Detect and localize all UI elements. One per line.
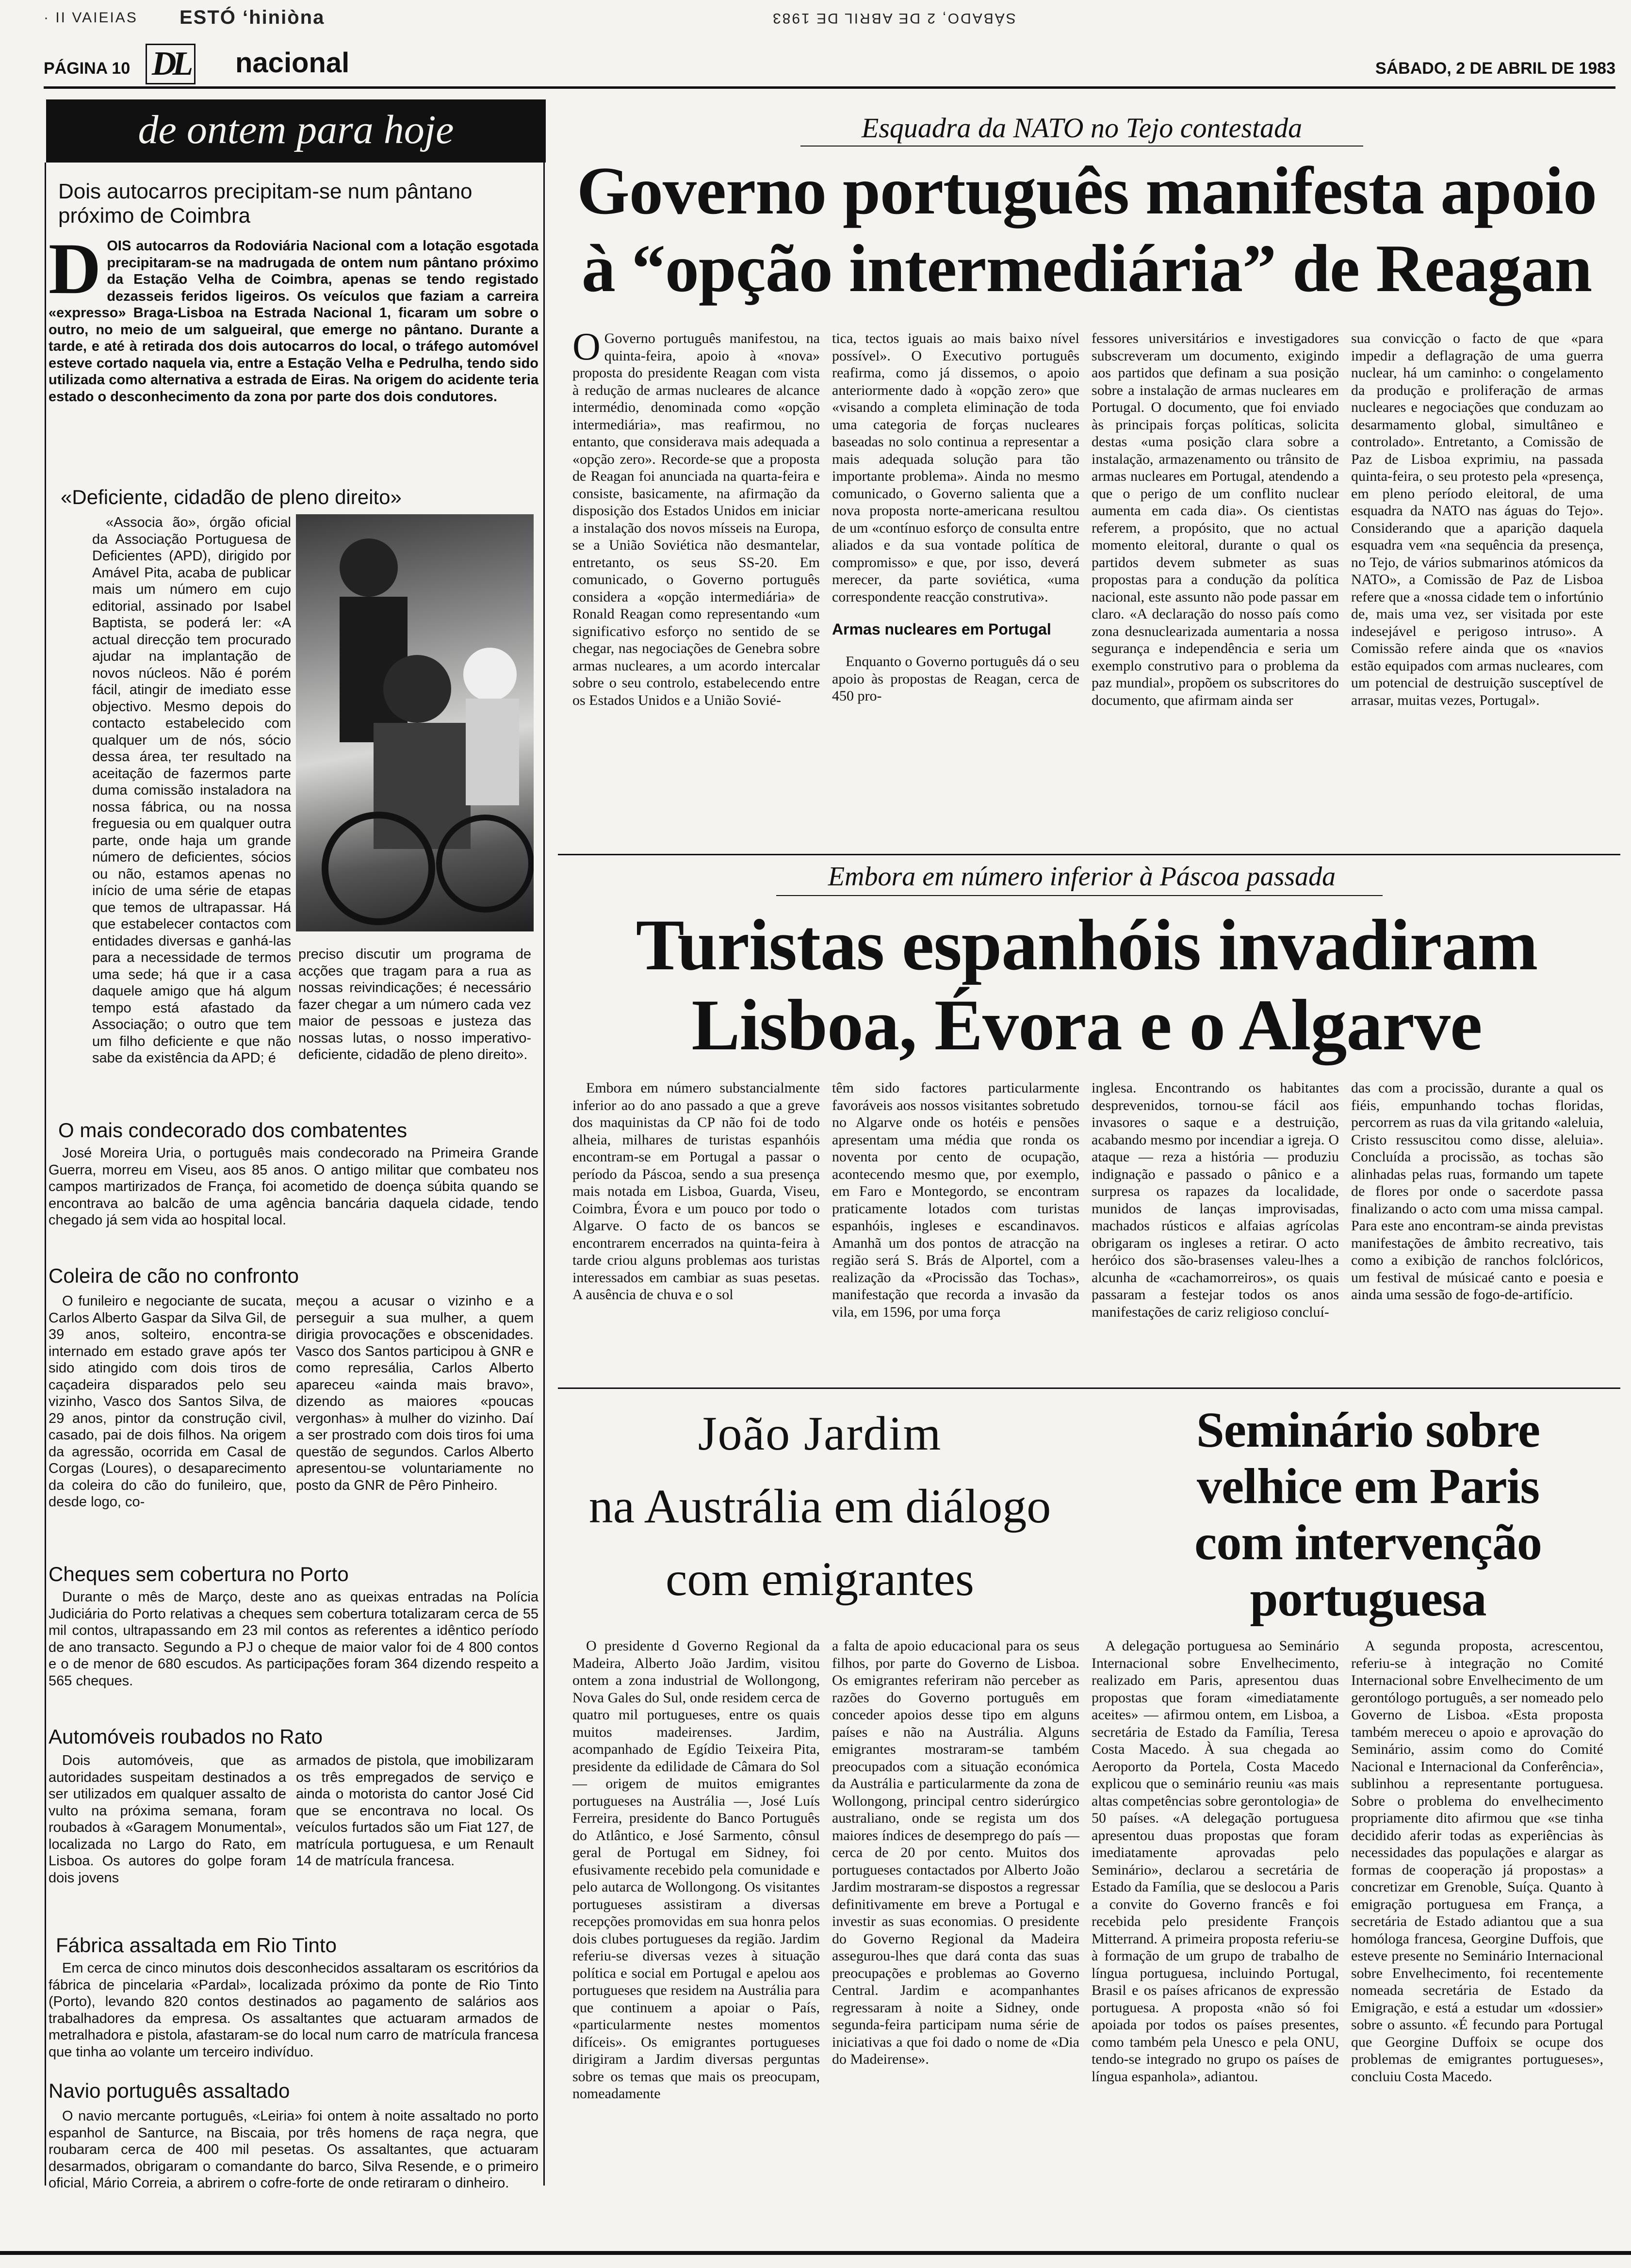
nato-col3-text: fessores universitários e investigadores subscreveram um documento, exigindo aos partidos que definam a sua posição sobre a instalação de armas nucleares em Portugal. O documento, que foi enviado às principais forças políticas, solicita destas «uma posição clara sobre a instalação, armazenamento ou trânsito de armas nucleares em Portugal, atendendo a que o perigo de um conflito nuclear aumenta em cada dia». Os cientistas referem, a propósito, que no actual momento eleitoral, durante o qual os partidos devem submeter as suas propostas para a condução da política nacional, este assunto não pode passar em claro. «A declaração do nosso país como zona desnuclearizada aumentaria a nossa segurança e independência e seria um exemplo construtivo para o problema da paz mundial», propõem os subscritores do documento, que afirmam ainda ser [1092, 330, 1339, 708]
jardim-headline-line1: João Jardim [698, 1406, 942, 1460]
page-bottom-rule [0, 2251, 1631, 2255]
tourists-col1-text: Embora em número substancialmente inferior ao do ano passado a que a greve dos maquinistas da CP não foi de todo alheia, milhares de turistas espanhóis encontram-se em Portugal a passar o período da Páscoa, sendo a sua presença mais notada em Lisboa, Guarda, Viseu, Coimbra, Évora e um pouco por todo o Algarve. O facto de os bancos se encontrarem encerrados na quinta-feira à tarde criou alguns problemas aos turistas interessados em cambiar as suas pesetas. A ausência de chuva e o sol [572, 1080, 820, 1303]
sidebar-banner [46, 99, 546, 163]
s2-col2 [298, 946, 531, 1063]
tourists-headline-line2: Lisboa, Évora e o Algarve [691, 985, 1482, 1065]
s2-photo [296, 514, 534, 931]
tourists-col1 [572, 1079, 820, 1304]
nato-kicker-rule [800, 146, 1363, 147]
s6-headline: Automóveis roubados no Rato [49, 1725, 323, 1748]
s1-headline: Dois autocarros precipitam-se num pântano próximo de Coimbra [58, 179, 473, 228]
seminario-col2 [1351, 1637, 1603, 2085]
s3-text: José Moreira Uria, o português mais condecorado na Primeira Grande Guerra, morreu em Viseu, aos 85 anos. O antigo militar que combateu nos campos martirizados de França, foi acometido de doença súbita quando se encontrava ao balcão de uma agência bancária daquela cidade, tendo chegado já sem vida ao hospital local. [49, 1145, 538, 1228]
nato-col1-text: Governo português manifestou, na quinta-feira, apoio à «nova» proposta do presidente Reagan com vista à redução de armas nucleares de alcance intermédio, denominada como «opção intermediária», mas reafirmou, no entanto, que considerava mais adequada a «opção zero». Recorde-se que a proposta de Reagan foi anunciada na quarta-feira e consiste, basicamente, na afirmação da disposição dos Estados Unidos em iniciar a instalação dos novos mísseis na Europa, se a União Soviética não desmantelar, entretanto, os seus SS-20. Em comunicado, o Governo português considera a «opção intermediária» de Ronald Reagan como representando «um significativo esforço no sentido de se chegar, nas negociações de Genebra sobre armas nucleares, a um acordo intercalar sobre o seu controlo, estabelecendo entre os Estados Unidos e a União Sovié- [572, 330, 820, 708]
s1-text: OIS autocarros da Rodoviária Nacional com a lotação esgotada precipitaram-se na madrugada de ontem num pântano próximo da Estação Velha de Coimbra, apenas se tendo registado dezasseis feridos ligeiros. Os veículos que faziam a carreira «expresso» Braga-Lisboa na Estrada Nacional 1, ficaram um sobre o outro, no meio de um salgueiral, que emerge no pântano. Durante a tarde, e até à retirada dos dois autocarros do local, o tráfego automóvel esteve cortado naquela via, entre a Estação Velha e Pedrulha, tendo sido utilizada como alternativa a estrada de Eiras. Na origem do acidente teria estado o desconhecimento da zona por parte dos dois condutores. [49, 238, 538, 405]
wheelchair-photo-icon [296, 514, 534, 931]
s3-headline: O mais condecorado dos combatentes [58, 1119, 408, 1142]
nato-bottom-rule [558, 854, 1620, 855]
tourists-bottom-rule [558, 1387, 1620, 1389]
tourists-kicker: Embora em número inferior à Páscoa passada [828, 862, 1336, 892]
top-strip-right: SÁBADO, 2 DE ABRIL DE 1983 [771, 10, 1016, 26]
seminario-headline: Seminário sobre velhice em Paris com intervenção portuguesa [1194, 1402, 1542, 1627]
s7-body [49, 1960, 538, 2060]
top-strip [15, 7, 1615, 31]
seminario-col1-text: A delegação portuguesa ao Seminário Internacional sobre Envelhecimento, realizado em Paris, apresentou duas propostas que foram «imediatamente aceites» — afirmou ontem, em Lisboa, a secretária de Estado da Família, Teresa Costa Macedo. À sua chegada ao Aeroporto da Portela, Costa Macedo explicou que o seminário reuniu «as mais altas competências sobre gerontologia» de 50 países. «A delegação portuguesa apresentou duas propostas que foram imediatamente aprovadas pelo Seminário», declarou a secretária de Estado da Família, que se deslocou a Paris a convite do Governo francês e foi recebida pelo presidente François Mitterrand. A primeira proposta referiu-se à formação de um grupo de trabalho de língua portuguesa, incluindo Portugal, Brasil e os países africanos de expressão portuguesa. A proposta «não só foi apoiada por todos os países presentes, como também pela Unesco e pela ONU, tendo-se integrado no grupo os países de língua espanhola», adiantou. [1092, 1638, 1339, 2085]
section-name: nacional [235, 47, 350, 79]
nato-col2-tail: Enquanto o Governo português dá o seu apoio às propostas de Reagan, cerca de 450 pro- [832, 653, 1079, 704]
s2-headline: «Deficiente, cidadão de pleno direito» [61, 486, 402, 508]
seminario-col1 [1092, 1637, 1339, 2085]
jardim-col1-text: O presidente d Governo Regional da Madeira, Alberto João Jardim, visitou ontem a zona industrial de Wollongong, Nova Gales do Sul, onde residem cerca de quatro mil portugueses, entre os quais muitos madeirenses. Jardim, acompanhado de Egídio Teixeira Pita, presidente da edilidade de Câmara do Sol — origem de muitos emigrantes portugueses na Austrália —, José Luís Ferreira, presidente do Banco Português do Atlântico, e José Sarmento, cônsul geral de Portugal em Sidney, foi efusivamente recebido pela comunidade e pelo autarca de Wollongong. Os visitantes portugueses assistiram a diversas recepções promovidas em sua honra pelos dois clubes portugueses da região. Jardim referiu-se diversas vezes à situação política e social em Portugal e apelou aos portugueses que residem na Austrália para que continuem a apoiar o País, «particularmente nestes momentos difíceis». Os emigrantes portugueses dirigiram a Jardim diversas perguntas sobre os temas que mais os preocupam, nomeadamente [572, 1638, 820, 2102]
tourists-col4-text: das com a procissão, durante a qual os fiéis, empunhando tochas floridas, percorrem as ruas da vila gritando «aleluia, Cristo ressuscitou como disse, aleluia». Concluída a procissão, as tochas são alinhadas pelas ruas, formando um tapete de flores por onde o sacerdote passa finalizando o acto com uma missa campal. Para este ano encontram-se ainda previstas manifestações de âmbito recreativo, tais como a exibição de ranchos folclóricos, um festival de músicaé canto e poesia e ainda uma sessão de fogo-de-artifício. [1351, 1080, 1603, 1303]
s8-body [49, 2108, 538, 2192]
s2-col1-text: «Associa ão», órgão oficial da Associação Portuguesa de Deficientes (APD), dirigido por Amável Pita, acaba de publicar mais um número em cujo editorial, assinado por Isabel Baptista, se poderá ler: «A actual direcção tem procurado ajudar na implantação de novos núcleos. Não é porém fácil, atingir de imediato esse objectivo. Mesmo depois do contacto estabelecido com qualquer um de nós, sócio dessa área, ter resultado na aceitação de fazermos parte duma comissão instaladora na nossa fábrica, ou na nossa freguesia ou em qualquer outra parte, onde haja um grande número de deficientes, sócios ou não, estamos apenas no início de uma série de etapas que temos de ultrapassar. Há que estabelecer contactos com entidades diversas e ganhá-las para a necessidade de termos uma sede; há que ir a casa daquele amigo que há algum tempo está afastado da Associação; o outro que tem um filho deficiente e que não sabe da existência da APD; é [92, 515, 291, 1066]
s5-headline: Cheques sem cobertura no Porto [49, 1563, 349, 1585]
tourists-col4 [1351, 1079, 1603, 1304]
nato-col4-text: sua convicção o facto de que «para impedir a deflagração de uma guerra nuclear, há um caminho: o congelamento da produção e proliferação de armas nucleares e negociações que conduzam ao desarmamento global, simultâneo e controlado». Entretanto, a Comissão de Paz de Lisboa exprimiu, na passada quinta-feira, o seu protesto pela «presença, em pleno período eleitoral, de uma esquadra da NATO nas águas do Tejo». Considerando que a aparição daquela esquadra vem «na sequência da presença, no Tejo, de vários submarinos atómicos da NATO», a Comissão de Paz de Lisboa refere que a «nossa cidade tem o infortúnio de, mais uma vez, ser visitada por este indesejável e perigoso intruso». A Comissão refere ainda que os «navios estão equipados com armas nucleares, com um potencial de destruição susceptível de arrasar, muitas vezes, Portugal». [1351, 330, 1603, 708]
s7-headline: Fábrica assaltada em Rio Tinto [56, 1934, 337, 1957]
page-number: PÁGINA 10 [44, 59, 130, 78]
masthead [44, 44, 1615, 87]
sidebar-right-rule [543, 163, 545, 2186]
nato-dropcap: O [572, 326, 601, 368]
nato-col2-text: tica, tectos iguais ao mais baixo nível possível». O Executivo português reafirma, como já dissemos, o apoio anteriormente dado à «opção zero» que «visando a completa eliminação de toda uma categoria de forças nucleares baseadas no solo continua a representar a mais adequada solução para tão importante problema». Ainda no mesmo comunicado, o Governo salienta que a nova proposta norte-americana resultou de um «contínuo esforço de consulta entre aliados e da sua vontade política de compromisso» e que, por isso, deverá merecer, da parte soviética, «uma correspondente reacção construtiva». [832, 330, 1079, 605]
s6-col2-text: armados de pistola, que imobilizaram os três empregados de serviço e ainda o motorista do cantor José Cid que se encontrava no local. Os veículos furtados são um Fiat 127, de matrícula portuguesa, e um Renault 14 de matrícula francesa. [296, 1753, 534, 1869]
s4-col2-text: meçou a acusar o vizinho e a perseguir a sua mulher, a quem dirigia provocações e obscenidades. Vasco dos Santos participou à GNR e como represália, Carlos Alberto apareceu «ainda mais bravo», dizendo as maiores «poucas vergonhas» à mulher do vizinho. Daí a ser prostrado com dois tiros foi uma questão de segundos. Carlos Alberto apresentou-se voluntariamente no posto da GNR de Pêro Pinheiro. [296, 1293, 534, 1493]
s4-col1 [49, 1293, 286, 1511]
s3-body [49, 1145, 538, 1229]
s2-col1 [92, 514, 291, 1067]
nato-headline-line2: à “opção intermediária” de Reagan [581, 231, 1592, 306]
s4-col1-text: O funileiro e negociante de sucata, Carlos Alberto Gaspar da Silva Gil, de 39 anos, solteiro, encontra-se internado em estado grave após ter sido atingido com dois tiros de caçadeira disparados pelo seu vizinho, Vasco dos Santos Silva, de 29 anos, pintor da construção civil, casado, pai de dois filhos. Na origem da agressão, ocorrida em Casal de Corgas (Loures), o desaparecimento da coleira do cão do funileiro, que, desde logo, co- [49, 1293, 286, 1510]
nato-kicker: Esquadra da NATO no Tejo contestada [861, 112, 1303, 144]
s2-col2-text: preciso discutir um programa de acções que tragam para a rua as nossas reivindicações; é necessário fazer chegar a um número cada vez maior de pessoas e justeza das nossas lutas, o nosso imperativo-deficiente, cidadão de pleno direito». [298, 946, 531, 1062]
sidebar-banner-title: de ontem para hoje [138, 107, 454, 152]
masthead-rule [44, 86, 1615, 89]
jardim-headline-line2: na Austrália em diálogo [588, 1479, 1051, 1533]
jardim-headline-line3: com emigrantes [666, 1552, 974, 1606]
s4-headline: Coleira de cão no confronto [49, 1264, 299, 1287]
tourists-headline-line1: Turistas espanhóis invadiram [636, 905, 1538, 985]
tourists-col3 [1092, 1079, 1339, 1321]
s1-dropcap: D [49, 228, 101, 309]
s5-text: Durante o mês de Março, deste ano as queixas entradas na Polícia Judiciária do Porto relativas a cheques sem cobertura totalizaram cerca de 55 mil contos, ultrapassando em 23 mil contos as referentes a idêntico período de ano transacto. Segundo a PJ o cheque de maior valor foi de 4 800 contos e o de menor de 680 escudos. As participações foram 364 dizendo respeito a 565 cheques. [49, 1589, 538, 1689]
s8-text: O navio mercante português, «Leiria» foi ontem à noite assaltado no porto espanhol de Santurce, na Biscaia, por três homens de raça negra, que roubaram cerca de 400 mil pesetas. Os assaltantes, que actuaram desarmados, obrigaram o comandante do barco, Silva Resende, e o primeiro oficial, Mário Correia, a abrirem o cofre-forte de onde retiraram o dinheiro. [49, 2108, 538, 2191]
s8-headline: Navio português assaltado [49, 2079, 290, 2102]
tourists-col2-text: têm sido factores particularmente favoráveis aos nossos visitantes sobretudo no Algarve onde os hotéis e pensões apresentam uma média que ronda os noventa por cento de ocupação, acontecendo mesmo que, por exemplo, em Faro e Montegordo, se encontram praticamente lotados com turistas espanhóis, ingleses e escandinavos. Amanhã um dos pontos de atracção na região será S. Brás de Alportel, com a realização da «Procissão das Tochas», manifestação que recorda a invasão da vila, em 1596, por uma força [832, 1080, 1079, 1320]
tourists-col3-text: inglesa. Encontrando os habitantes desprevenidos, tornou-se fácil aos invasores o saque e a destruição, acabando mesmo por incendiar a igreja. O ataque — reza a história — produziu indignação e passado o pânico e a surpresa os rapazes da localidade, munidos de lanças improvisadas, machados rústicos e alfaias agrícolas obrigaram os ingleses a retirar. O acto heróico dos são-brasenses valeu-lhes a alcunha de «cachamorreiros», os quais passaram a festejar todos os anos manifestações de cariz religioso concluí- [1092, 1080, 1339, 1320]
nato-col2-subhead: Armas nucleares em Portugal [832, 620, 1051, 638]
nato-col4 [1351, 330, 1603, 709]
jardim-col1 [572, 1637, 820, 2103]
top-strip-mid: ESTÓ ‘hiniòna [179, 7, 325, 28]
nato-col2 [832, 330, 1079, 705]
newspaper-logo: DL [146, 44, 196, 84]
s7-text: Em cerca de cinco minutos dois desconhecidos assaltaram os escritórios da fábrica de pincelaria «Pardal», localizada próximo da ponte de Rio Tinto (Porto), levando 820 contos destinados ao pagamento de salários aos trabalhadores da empresa. Os assaltantes que actuaram armados de metralhadora e pistola, afastaram-se do local num carro de matrícula francesa que tinha ao volante um terceiro indivíduo. [49, 1960, 538, 2060]
s1-body [49, 228, 538, 405]
tourists-col2 [832, 1079, 1079, 1321]
seminario-col2-text: A segunda proposta, acrescentou, referiu-se à integração no Comité Internacional sobre Envelhecimento de um gerontólogo português, a ser nomeado pelo Governo de Lisboa. «Esta proposta também mereceu o apoio e aprovação do Seminário, assim como do Comité Nacional e Internacional da Conferência», sublinhou a representante portuguesa. Sobre o problema do envelhecimento propriamente dito afirmou que «se tinha decidido aferir todas as experiências às necessidades das populações e alargar as formas de cooperação já propostas» a concretizar em Grenoble, Suíça. Quanto à emigração portuguesa em França, a secretária de Estado adiantou que a sua homóloga francesa, Georgine Duffois, que esteve presente no Seminário Internacional sobre Envelhecimento, foi recentemente nomeada secretária de Estado da Emigração, e está a estudar um «dossier» sobre o assunto. «É fecundo para Portugal que Georgine Duffoix se ocupe dos problemas de emigrantes portugueses», concluiu Costa Macedo. [1351, 1638, 1603, 2085]
nato-col1 [572, 326, 820, 709]
nato-col3 [1092, 330, 1339, 709]
tourists-kicker-rule [776, 895, 1383, 896]
s5-body [49, 1589, 538, 1689]
s6-col2 [296, 1752, 534, 1870]
jardim-col2-text: a falta de apoio educacional para os seus filhos, por parte do Governo de Lisboa. Os emigrantes referiram não perceber as razões do Governo português em conceder apoios desse tipo em alguns países e não na Austrália. Alguns emigrantes mostraram-se também preocupados com a situação económica da Austrália e particularmente da zona de Wollongong, principal centro siderúrgico australiano, onde se regista um dos maiores índices de desemprego do país — cerca de 20 por cento. Muitos dos portugueses contactados por Alberto João Jardim mostraram-se dispostos a regressar definitivamente em breve a Portugal e investir as suas economias. O presidente do Governo Regional da Madeira assegurou-lhes que dará conta das suas preocupações e problemas ao Governo Central. Jardim e acompanhantes regressaram à noite a Sidney, onde segunda-feira participam numa série de iniciativas a que foi dado o nome de «Dia do Madeirense». [832, 1638, 1079, 2067]
nato-headline-line1: Governo português manifesta apoio [577, 153, 1597, 228]
sidebar-left-rule [45, 163, 46, 2186]
page-date: SÁBADO, 2 DE ABRIL DE 1983 [1375, 59, 1615, 78]
top-strip-left: · II VAIEIAS [44, 10, 138, 26]
s6-col1-text: Dois automóveis, que as autoridades suspeitam destinados a ser utilizados em qualquer assalto de vulto na próxima semana, foram roubados à «Garagem Monumental», localizada no Largo do Rato, em Lisboa. Os autores do golpe foram dois jovens [49, 1753, 286, 1886]
s4-col2 [296, 1293, 534, 1494]
jardim-col2 [832, 1637, 1079, 2068]
s6-col1 [49, 1752, 286, 1886]
